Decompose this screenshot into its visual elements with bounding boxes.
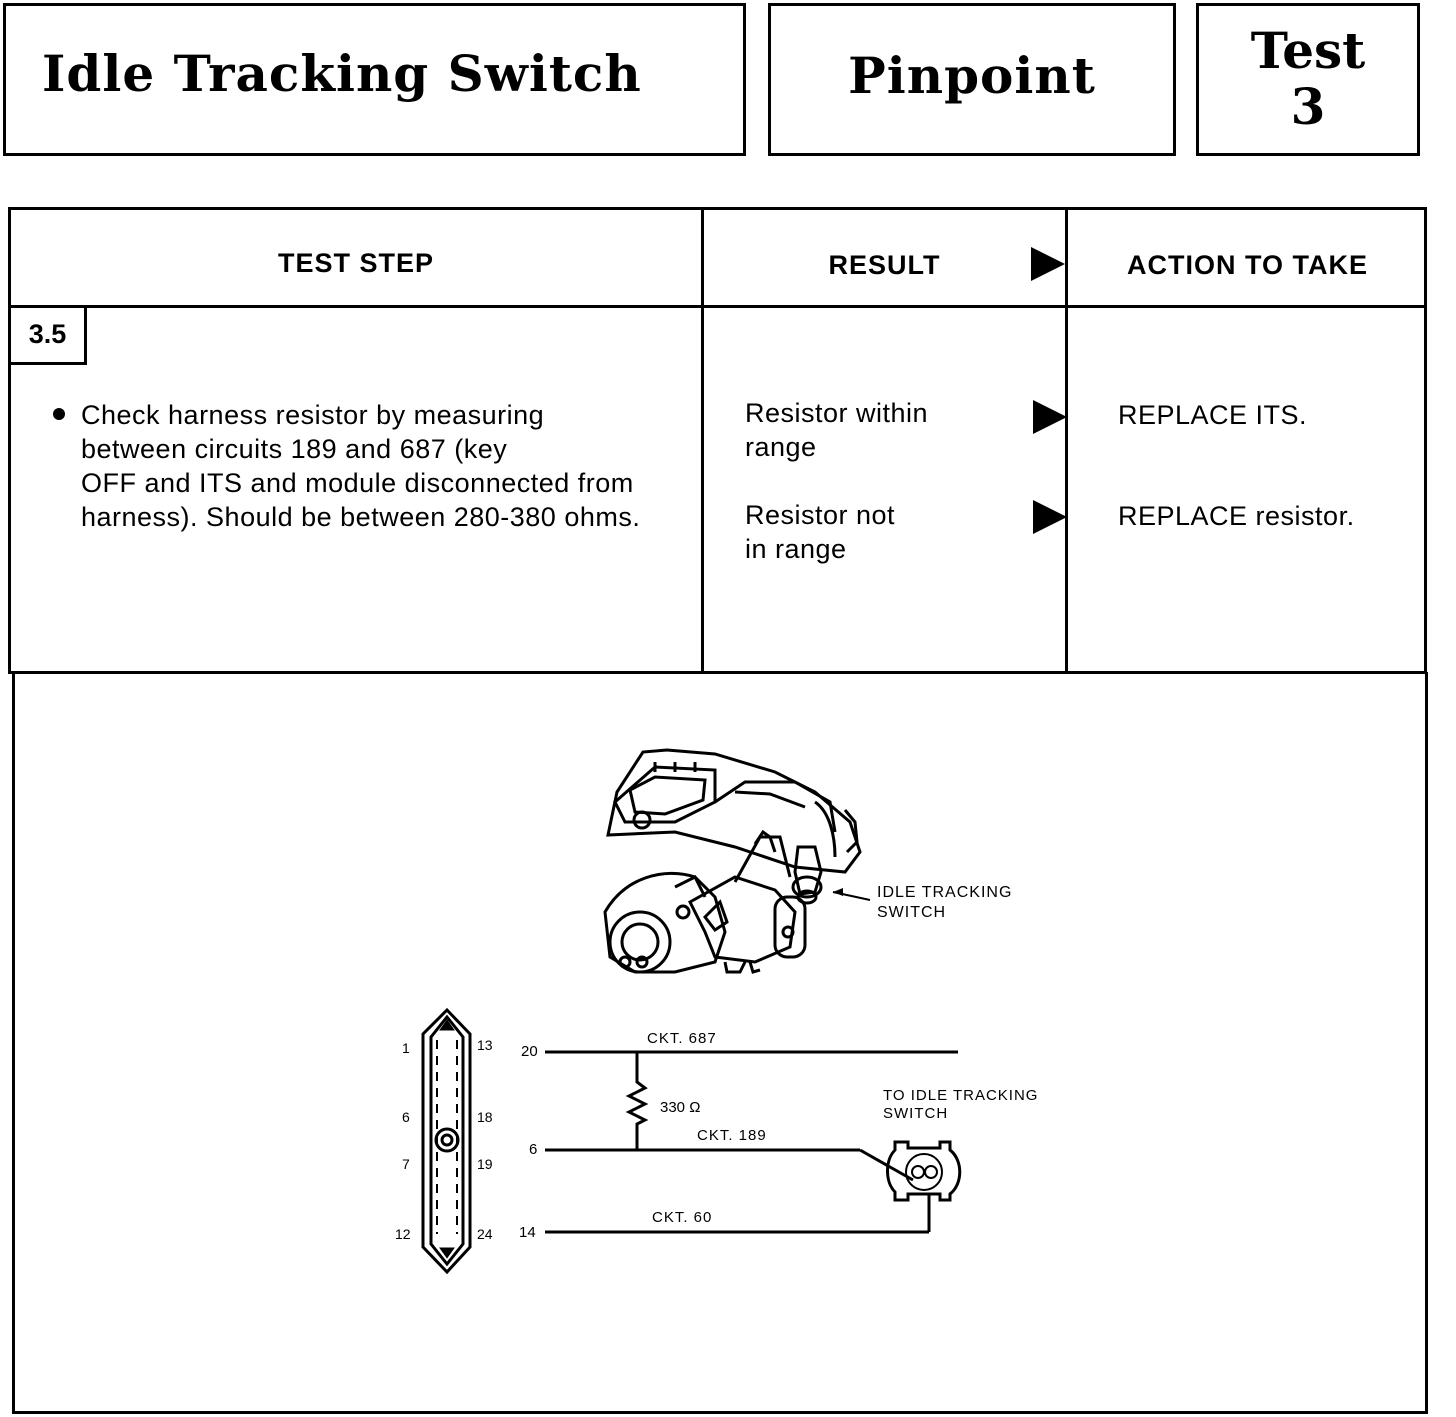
pinpoint-label: Pinpoint	[848, 46, 1096, 105]
module-connector	[423, 1010, 470, 1272]
header-divider	[11, 305, 1424, 308]
result-not-in-range: Resistor not in range	[745, 500, 896, 564]
callout-arrowhead-icon	[833, 888, 843, 896]
step-instructions: Check harness resistor by measuring between circuits 189 and 687 (key OFF and ITS and module disconnected from harness). Should be between 280-380 ohms.	[81, 400, 641, 532]
test-number-box	[1196, 3, 1420, 156]
step-number: 3.5	[11, 307, 87, 365]
pin-label-13: 13	[477, 1037, 493, 1053]
wiring-figure	[15, 672, 1425, 1412]
action-replace-resistor: REPLACE resistor.	[1118, 501, 1355, 531]
result-arrow-icon	[1033, 400, 1067, 434]
result-arrow-icon	[1033, 500, 1067, 534]
pin-label-1: 1	[402, 1040, 410, 1056]
test-step-table	[8, 207, 1427, 674]
test-label: Test	[1250, 21, 1366, 80]
switch-label-line2: SWITCH	[883, 1105, 949, 1122]
page-title: Idle Tracking Switch	[42, 44, 642, 103]
column-header-test-step: TEST STEP	[277, 248, 435, 278]
callout-label-line1: IDLE TRACKING	[877, 884, 1013, 901]
pin-label-7: 7	[402, 1156, 410, 1172]
wire-pin-20: 20	[521, 1043, 538, 1060]
wire-label-ckt-687: CKT. 687	[647, 1030, 717, 1047]
wire-label-ckt-60: CKT. 60	[652, 1209, 713, 1226]
pin-label-24: 24	[477, 1226, 493, 1242]
resistor-label: 330 Ω	[660, 1099, 701, 1116]
column-header-action: ACTION TO TAKE	[1127, 250, 1368, 280]
pin-label-12: 12	[395, 1226, 411, 1242]
pin-label-6: 6	[402, 1109, 410, 1125]
pinpoint-box	[768, 3, 1176, 156]
pin-label-18: 18	[477, 1109, 493, 1125]
figure-panel	[12, 672, 1428, 1414]
pin-label-19: 19	[477, 1156, 493, 1172]
throttle-body-illustration	[605, 750, 860, 972]
title-box	[3, 3, 746, 156]
action-replace-its: REPLACE ITS.	[1118, 400, 1308, 430]
test-number: 3	[1290, 77, 1326, 136]
header-arrow-icon	[1031, 247, 1065, 281]
callout-label-line2: SWITCH	[877, 904, 947, 921]
result-within-range: Resistor within range	[745, 398, 929, 462]
bullet-icon	[53, 408, 65, 420]
wire-pin-6: 6	[529, 1141, 538, 1158]
wire-label-ckt-189: CKT. 189	[697, 1127, 767, 1144]
column-header-result: RESULT	[828, 250, 941, 280]
wire-pin-14: 14	[519, 1224, 536, 1241]
switch-label-line1: TO IDLE TRACKING	[883, 1087, 1039, 1104]
